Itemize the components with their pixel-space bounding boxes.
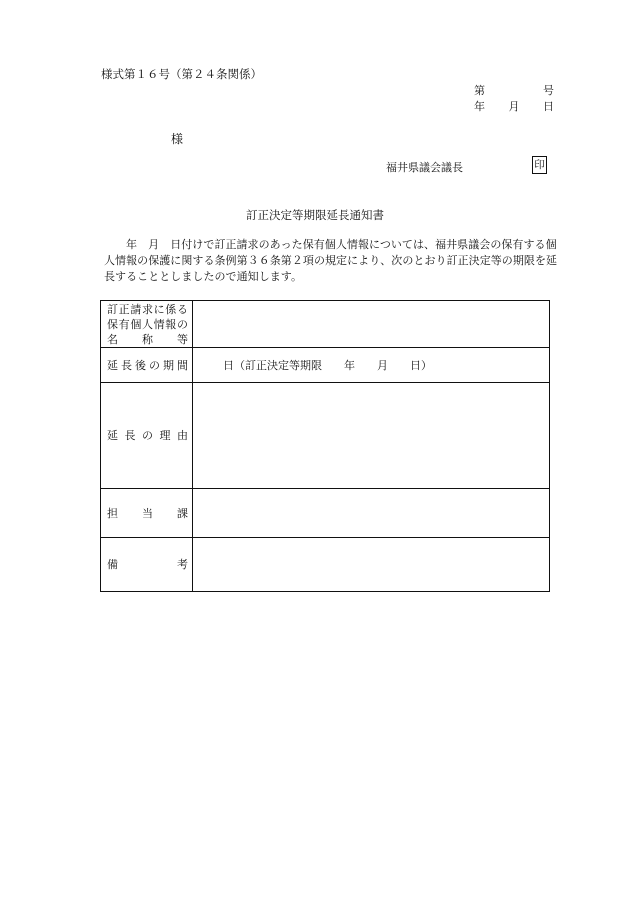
label-remarks: 備 考	[101, 538, 193, 592]
extended-period-text: 日（訂正決定等期限 年 月 日）	[223, 359, 432, 372]
table-row-remarks	[101, 538, 550, 592]
value-request-info[interactable]	[193, 301, 550, 348]
table-row-extended-period	[101, 348, 550, 383]
label-request-info	[101, 301, 193, 348]
document-title: 訂正決定等期限延長通知書	[246, 208, 384, 222]
addressee-honorific: 様	[171, 132, 184, 146]
issue-date	[474, 98, 554, 114]
doc-number-prefix: 第	[474, 84, 485, 97]
document-number	[474, 82, 554, 98]
value-extended-period[interactable]	[193, 348, 550, 383]
label-extended-period: 延 長 後 の 期 間	[101, 348, 193, 383]
label-extension-reason: 延 長 の 理 由	[101, 383, 193, 489]
label-line: 名 称 等	[107, 332, 188, 346]
value-department[interactable]	[193, 489, 550, 538]
seal-mark: 印	[532, 156, 547, 174]
notice-table	[100, 300, 550, 592]
date-month: 月	[508, 100, 520, 113]
table-row-department	[101, 489, 550, 538]
label-line: 訂 正 請 求 に 係 る	[107, 302, 188, 316]
doc-number-suffix: 号	[543, 84, 554, 97]
form-number: 様式第１６号（第２４条関係）	[101, 67, 262, 81]
notice-body: 年 月 日付けで訂正請求のあった保有個人情報については、福井県議会の保有する個人情報の保護に関する条例第３６条第２項の規定により、次のとおり訂正決定等の期限を延長することとしましたので通知します。	[104, 238, 558, 283]
label-line: 保 有 個 人 情 報 の	[107, 317, 188, 331]
value-extension-reason[interactable]	[193, 383, 550, 489]
table-row-extension-reason	[101, 383, 550, 489]
date-year: 年	[474, 100, 485, 113]
table-row-request-info	[101, 301, 550, 348]
value-remarks[interactable]	[193, 538, 550, 592]
label-department: 担 当 課	[101, 489, 193, 538]
date-day: 日	[543, 100, 554, 113]
sender-name: 福井県議会議長	[386, 161, 463, 174]
